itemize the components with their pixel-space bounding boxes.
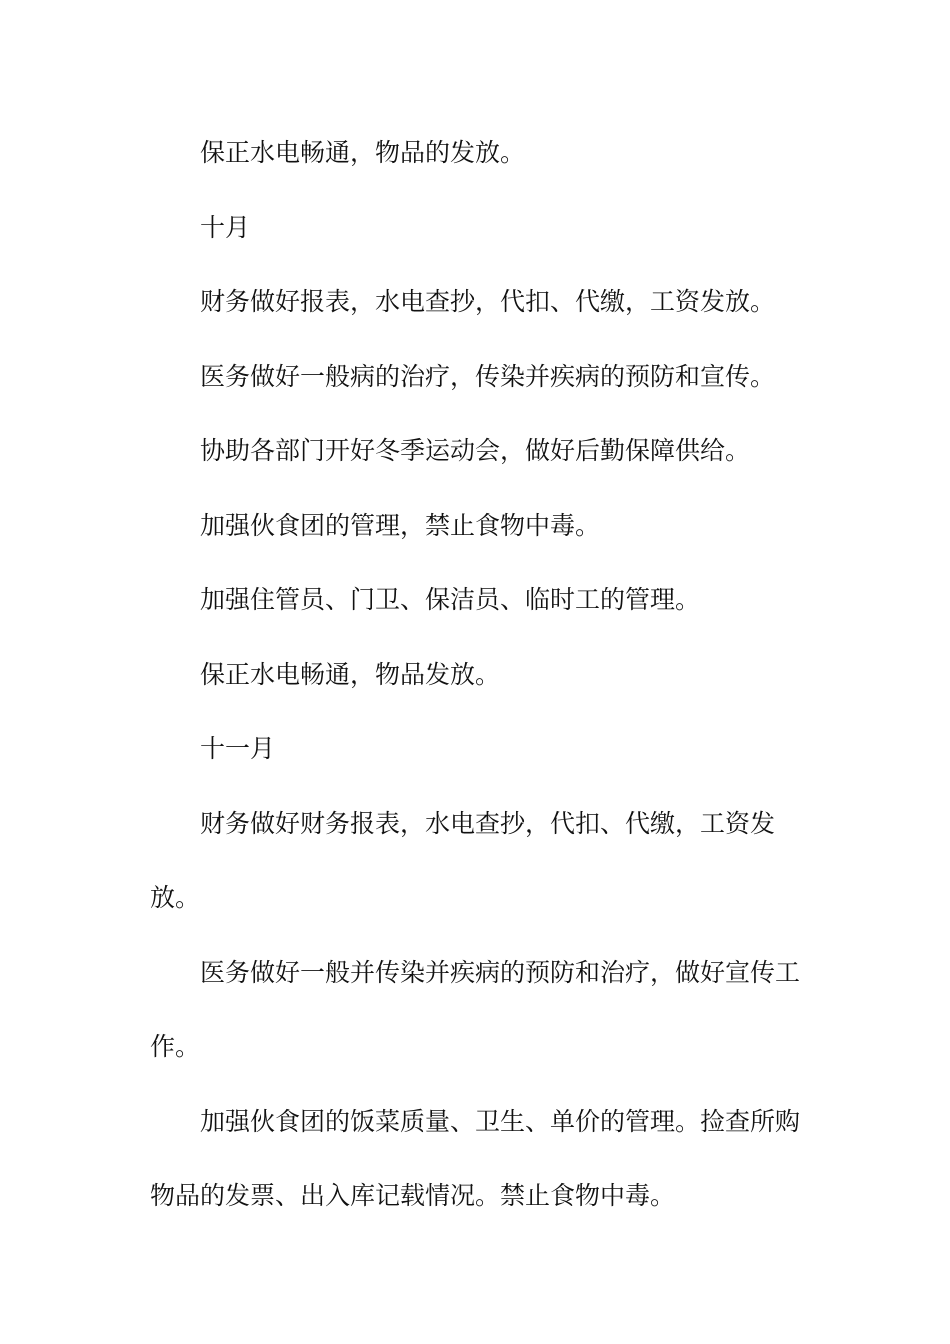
- document-body: [150, 116, 800, 1234]
- paragraph: 财务做好财务报表，水电查抄，代扣、代缴，工资发放。: [150, 808, 776, 912]
- paragraph: 医务做好一般病的治疗，传染并疾病的预防和宣传。: [200, 361, 776, 391]
- paragraph: 保正水电畅通，物品发放。: [200, 659, 501, 689]
- month-heading-november: 十一月: [200, 734, 276, 763]
- paragraph: 协助各部门开好冬季运动会，做好后勤保障供给。: [200, 436, 751, 465]
- paragraph: 加强伙食团的饭菜质量、卫生、单价的管理。捡查所购物品的发票、出入库记载情况。禁止食物中毒。: [150, 1106, 801, 1210]
- paragraph: 加强伙食团的管理，禁止食物中毒。: [200, 510, 601, 540]
- paragraph: 保正水电畅通，物品的发放。: [200, 138, 526, 167]
- month-heading-october: 十月: [200, 212, 251, 242]
- paragraph: 财务做好报表，水电查抄，代扣、代缴，工资发放。: [200, 287, 776, 316]
- paragraph: 加强住管员、门卫、保洁员、临时工的管理。: [200, 585, 701, 614]
- paragraph: 医务做好一般并传染并疾病的预防和治疗，做好宣传工作。: [150, 957, 801, 1061]
